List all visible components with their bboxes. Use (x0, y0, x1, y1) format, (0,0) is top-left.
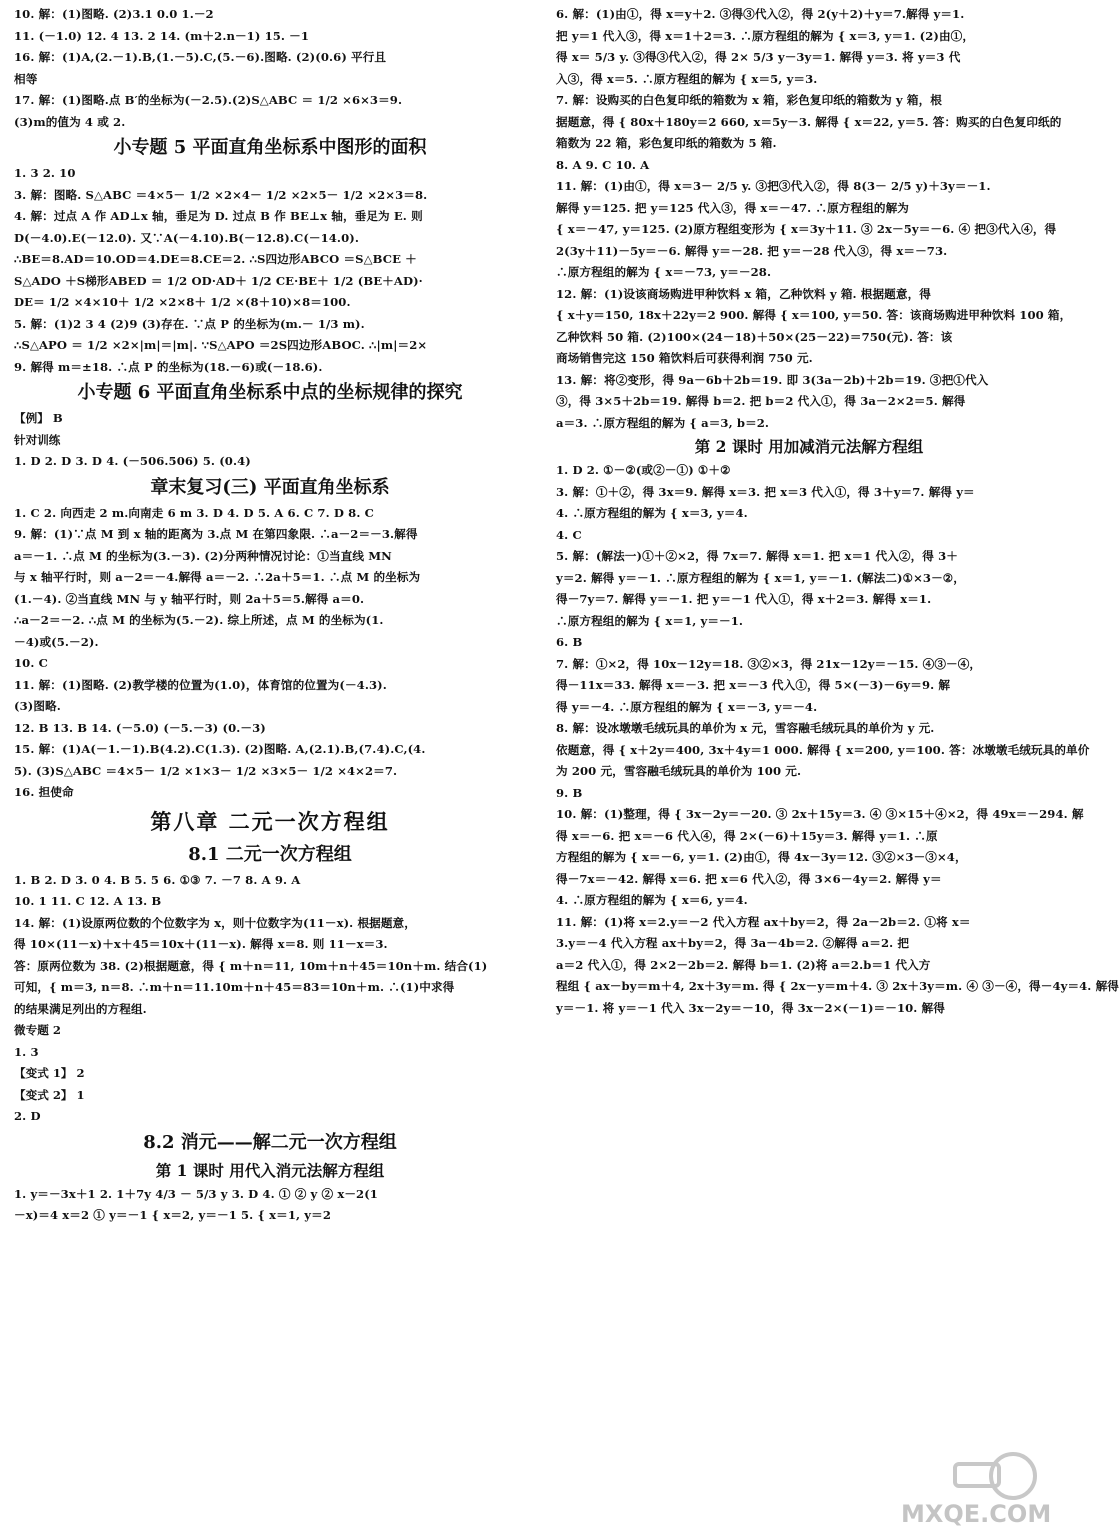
answer-line: 入③，得 x＝5. ∴原方程组的解为 { x＝5, y＝3. (556, 71, 818, 86)
answer-line: 1. y＝－3x＋1 2. 1＋7y 4/3 － 5/3 y 3. D 4. ① ② y ② x－2(1 (14, 1186, 378, 1201)
answer-line: 的结果满足列出的方程组. (14, 1001, 147, 1016)
answer-line: 1. 3 (14, 1044, 39, 1059)
lesson-heading: 第 1 课时 用代入消元法解方程组 (155, 1160, 385, 1180)
answer-line: 3. 解：图略. S△ABC ＝4×5－ 1/2 ×2×4－ 1/2 ×2×5－ 1/2 ×2×3＝8. (14, 187, 428, 202)
answer-line: 相等 (14, 71, 38, 86)
answer-line: 2(3y＋11)－5y＝－6. 解得 y＝－28. 把 y＝－28 代入③，得 x＝－73. (556, 243, 948, 258)
answer-line: 11. 解：(1)将 x＝2.y＝－2 代入方程 ax＋by＝2，得 2a－2b＝2. ①将 x＝ (556, 914, 971, 929)
answer-line: ∴原方程组的解为 { x＝1, y＝－1. (556, 613, 744, 628)
answer-line: a＝3. ∴原方程组的解为 { a＝3, b＝2. (556, 415, 770, 430)
answer-line: ∴原方程组的解为 { x＝－73, y＝－28. (556, 265, 772, 279)
answer-line: 11. 解：(1)由①，得 x＝3－ 2/5 y. ③把③代入②，得 8(3－ 2/5 y)＋3y＝－1. (556, 179, 991, 193)
answer-line: 9. 解得 m＝±18. ∴点 P 的坐标为(18.－6)或(－18.6). (14, 359, 323, 374)
answer-line: 11. (－1.0) 12. 4 13. 2 14. (m＋2.n－1) 15. －1 (14, 28, 310, 43)
answer-line: ∴BE＝8.AD＝10.OD＝4.DE＝8.CE＝2. ∴S四边形ABCO ＝S△BCE ＋ (14, 252, 417, 266)
answer-line: 10. 1 11. C 12. A 13. B (14, 894, 162, 908)
answer-line: 9. B (556, 785, 583, 800)
left-column (14, 4, 526, 1227)
answer-line: 1. D 2. D 3. D 4. (－506.506) 5. (0.4) (14, 454, 251, 468)
answer-line: (3)m的值为 4 或 2. (14, 114, 126, 129)
answer-line: 1. D 2. ①－②(或②－①) ①＋② (556, 463, 731, 477)
label-tag: 【例】 B (14, 411, 63, 425)
answer-line: 程组 { ax－by＝m＋4, 2x＋3y＝m. 得 { 2x－y＝m＋4. ③ 2x＋3y＝m. ④ ③－④，得－4y＝4. 解得 (556, 979, 1119, 993)
answer-line: a＝2 代入①，得 2×2－2b＝2. 解得 b＝1. (2)将 a＝2.b＝1 代入方 (556, 957, 931, 972)
answer-line: 9. 解：(1)∵点 M 到 x 轴的距离为 3.点 M 在第四象限. ∴a－2＝－3.解得 (14, 527, 418, 541)
answer-line: 16. 担使命 (14, 785, 74, 799)
section-heading: 8.2 消元——解二元一次方程组 (143, 1131, 397, 1153)
answer-line: 5. 解：(1)2 3 4 (2)9 (3)存在. ∵点 P 的坐标为(m.－ 1/3 m). (14, 316, 365, 331)
answer-line: DE＝ 1/2 ×4×10＋ 1/2 ×2×8＋ 1/2 ×(8＋10)×8＝100. (14, 295, 351, 309)
watermark-logo (895, 1450, 1065, 1530)
answer-line: 依题意，得 { x＋2y＝400, 3x＋4y＝1 000. 解得 { x＝200, y＝100. 答：冰墩墩毛绒玩具的单价 (556, 742, 1090, 757)
answer-line: 10. C (14, 656, 48, 670)
right-column (556, 4, 1119, 1019)
answer-line: 乙种饮料 50 箱. (2)100×(24－18)＋50×(25－22)＝750(元). 答：该 (556, 329, 953, 344)
answer-line: 3.y＝－4 代入方程 ax＋by＝2，得 3a－4b＝2. ②解得 a＝2. 把 (556, 936, 910, 950)
answer-line: 17. 解：(1)图略.点 B′的坐标为(－2.5).(2)S△ABC ＝ 1/2 ×6×3＝9. (14, 93, 403, 107)
answer-line: 5. 解：(解法一)①＋②×2，得 7x＝7. 解得 x＝1. 把 x＝1 代入②，得 3＋ (556, 549, 958, 563)
answer-line: 11. 解：(1)图略. (2)教学楼的位置为(1.0)，体育馆的位置为(－4.3). (14, 677, 387, 692)
answer-line: 12. 解：(1)设该商场购进甲种饮料 x 箱，乙种饮料 y 箱. 根据题意，得 (556, 286, 931, 301)
answer-line: 得 x＝－6. 把 x＝－6 代入④，得 2×(－6)＋15y＝3. 解得 y＝1. ∴原 (556, 828, 938, 843)
answer-line: ③，得 3×5＋2b＝19. 解得 b＝2. 把 b＝2 代入①，得 3a－2×2＝5. 解得 (556, 394, 966, 408)
answer-line: ∴S△APO ＝ 1/2 ×2×|m|＝|m|. ∵S△APO ＝2S四边形ABOC. ∴|m|＝2× (14, 338, 428, 352)
answer-line: 方程组的解为 { x＝－6, y＝1. (2)由①，得 4x－3y＝12. ③②×3－③×4， (556, 850, 967, 864)
answer-line: 4. ∴原方程组的解为 { x＝3, y＝4. (556, 506, 748, 520)
answer-line: { x＋y＝150, 18x＋22y＝2 900. 解得 { x＝100, y＝50. 答：该商场购进甲种饮料 100 箱， (556, 308, 1072, 322)
answer-line: 13. 解：将②变形，得 9a－6b＋2b＝19. 即 3(3a－2b)＋2b＝19. ③把①代入 (556, 372, 989, 387)
answer-line: 7. 解：设购买的白色复印纸的箱数为 x 箱，彩色复印纸的箱数为 y 箱，根 (556, 93, 942, 107)
answer-line: ∴a－2＝－2. ∴点 M 的坐标为(5.－2). 综上所述，点 M 的坐标为(1. (14, 613, 384, 627)
answer-line: 1. C 2. 向西走 2 m.向南走 6 m 3. D 4. D 5. A 6. C 7. D 8. C (14, 505, 374, 520)
label-tag: 【变式 2】 1 (14, 1087, 85, 1102)
answer-line: 箱数为 22 箱，彩色复印纸的箱数为 5 箱. (556, 136, 777, 150)
answer-line: (1.－4). ②当直线 MN 与 y 轴平行时，则 2a＋5＝5.解得 a＝0. (14, 591, 365, 606)
answer-line: y＝2. 解得 y＝－1. ∴原方程组的解为 { x＝1, y＝－1. (解法二)①×3－②， (556, 570, 965, 585)
answer-line: 2. D (14, 1109, 41, 1123)
label-tag: 微专题 2 (14, 1023, 61, 1037)
answer-line: 10. 解：(1)图略. (2)3.1 0.0 1.－2 (14, 7, 214, 21)
answer-line: S△ADO ＋S梯形ABED ＝ 1/2 OD·AD＋ 1/2 CE·BE＋ 1/2 (BE＋AD)· (14, 273, 423, 288)
section-heading: 8.1 二元一次方程组 (188, 843, 352, 865)
answer-line: { x＝－47, y＝125. (2)原方程组变形为 { x＝3y＋11. ③ 2x－5y＝－6. ④ 把③代入④，得 (556, 222, 1057, 236)
answer-line: 得 10×(11－x)＋x＋45＝10x＋(11－x). 解得 x＝8. 则 11－x＝3. (14, 937, 388, 951)
answer-line: 1. 3 2. 10 (14, 166, 76, 180)
answer-line: D(－4.0).E(－12.0). 又∵A(－4.10).B(－12.8).C(－14.0). (14, 230, 359, 245)
answer-line: 为 200 元，雪容融毛绒玩具的单价为 100 元. (556, 764, 802, 778)
answer-line: 4. C (556, 527, 582, 542)
answer-line: 12. B 13. B 14. (－5.0) (－5.－3) (0.－3) (14, 720, 266, 735)
section-heading: 小专题 6 平面直角坐标系中点的坐标规律的探究 (77, 382, 463, 403)
answer-line: 得－11x＝33. 解得 x＝－3. 把 x＝－3 代入①，得 5×(－3)－6y＝9. 解 (556, 678, 951, 692)
answer-line: 解得 y＝125. 把 y＝125 代入③，得 x＝－47. ∴原方程组的解为 (556, 200, 909, 215)
answer-line: 5). (3)S△ABC ＝4×5－ 1/2 ×1×3－ 1/2 ×3×5－ 1/2 ×4×2＝7. (14, 763, 398, 778)
answer-line: 1. B 2. D 3. 0 4. B 5. 5 6. ①③ 7. －7 8. A 9. A (14, 872, 301, 887)
answer-line: 16. 解：(1)A,(2.－1).B,(1.－5).C,(5.－6).图略. (2)(0.6) 平行且 (14, 50, 387, 64)
lesson-heading: 第 2 课时 用加减消元法解方程组 (694, 437, 924, 456)
answer-line: 14. 解：(1)设原两位数的个位数字为 x，则十位数字为(11－x). 根据题意， (14, 915, 416, 930)
answer-line: 4. 解：过点 A 作 AD⊥x 轴，垂足为 D. 过点 B 作 BE⊥x 轴，垂足为 E. 则 (14, 209, 423, 223)
answer-line: 与 x 轴平行时，则 a－2＝－4.解得 a＝－2. ∴2a＋5＝1. ∴点 M 的坐标为 (14, 570, 421, 584)
section-heading: 小专题 5 平面直角坐标系中图形的面积 (113, 137, 427, 158)
answer-line: 6. 解：(1)由①，得 x＝y＋2. ③得③代入②，得 2(y＋2)＋y＝7.解得 y＝1. (556, 7, 965, 21)
answer-line: 8. 解：设冰墩墩毛绒玩具的单价为 x 元，雪容融毛绒玩具的单价为 y 元. (556, 721, 935, 735)
answer-line: 7. 解：①×2，得 10x－12y＝18. ③②×3，得 21x－12y＝－15. ④③－④， (556, 656, 982, 671)
chapter-heading: 第八章 二元一次方程组 (150, 808, 390, 834)
answer-line: 得－7x＝－42. 解得 x＝6. 把 x＝6 代入②，得 3×6－4y＝2. 解得 y＝ (556, 871, 942, 886)
watermark-text: MXQE.COM (901, 1500, 1052, 1528)
answer-line: 得 x＝ 5/3 y. ③得③代入②，得 2× 5/3 y－3y＝1. 解得 y＝3. 将 y＝3 代 (556, 50, 961, 64)
answer-line: 4. ∴原方程组的解为 { x＝6, y＝4. (556, 893, 748, 907)
answer-line: －x)＝4 x＝2 ① y＝－1 { x＝2, y＝－1 5. { x＝1, y＝2 (14, 1208, 331, 1222)
answer-line: 8. A 9. C 10. A (556, 157, 650, 172)
answer-line: 6. B (556, 635, 583, 649)
answer-line: 得 y＝－4. ∴原方程组的解为 { x＝－3, y＝－4. (556, 699, 818, 714)
answer-line: (3)图略. (14, 699, 61, 713)
label-tag: 【变式 1】 2 (14, 1066, 85, 1080)
answer-line: 15. 解：(1)A(－1.－1).B(4.2).C(1.3). (2)图略. A,(2.1).B,(7.4).C,(4. (14, 742, 426, 756)
answer-line: 3. 解：①＋②，得 3x＝9. 解得 x＝3. 把 x＝3 代入①，得 3＋y＝7. 解得 y＝ (556, 484, 975, 499)
answer-line: 得－7y＝7. 解得 y＝－1. 把 y＝－1 代入①，得 x＋2＝3. 解得 x＝1. (556, 592, 932, 606)
answer-line: 可知，{ m＝3, n＝8. ∴m＋n＝11.10m＋n＋45＝83＝10n＋m. ∴(1)中求得 (14, 980, 455, 994)
answer-line: y＝－1. 将 y＝－1 代入 3x－2y＝－10，得 3x－2×(－1)＝－10. 解得 (556, 1000, 945, 1015)
answer-line: 把 y＝1 代入③，得 x＝1＋2＝3. ∴原方程组的解为 { x＝3, y＝1. (2)由①， (556, 28, 975, 43)
answer-line: 据题意，得 { 80x＋180y＝2 660, x＝5y－3. 解得 { x＝22, y＝5. 答：购买的白色复印纸的 (556, 114, 1062, 129)
answer-line: 商场销售完这 150 箱饮料后可获得利润 750 元. (556, 351, 813, 365)
answer-line: 答：原两位数为 38. (2)根据题意，得 { m＋n＝11, 10m＋n＋45＝10n＋m. 结合(1) (14, 958, 488, 973)
label-tag: 针对训练 (14, 432, 61, 447)
answer-line: －4)或(5.－2). (14, 634, 99, 649)
answer-line: 10. 解：(1)整理，得 { 3x－2y＝－20. ③ 2x＋15y＝3. ④ ③×15＋④×2，得 49x＝－294. 解 (556, 807, 1084, 821)
section-heading: 章末复习(三) 平面直角坐标系 (150, 476, 390, 498)
answer-line: a＝－1. ∴点 M 的坐标为(3.－3). (2)分两种情况讨论：①当直线 MN (14, 548, 392, 563)
